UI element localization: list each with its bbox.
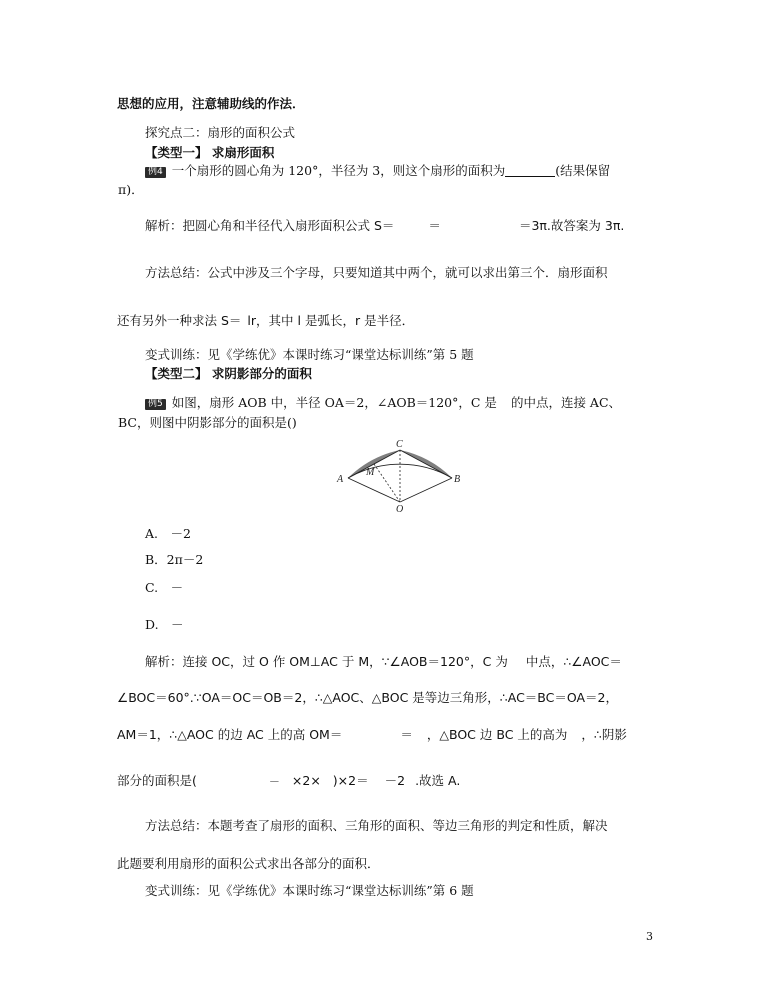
example4-solution-eq: ＝	[428, 218, 441, 233]
example5-question-text: 如图，扇形 AOB 中，半径 OA＝2，∠AOB＝120°，C 是	[171, 395, 497, 410]
solution-line4-b: －	[268, 775, 280, 788]
example5-solution-line4	[117, 773, 460, 790]
example5-method-line2: 此题要利用扇形的面积公式求出各部分的面积．	[117, 856, 380, 871]
label-M: M	[366, 467, 375, 478]
example5-badge: 例5	[145, 399, 166, 410]
example5-question	[145, 395, 621, 411]
label-C: C	[396, 439, 403, 450]
example4-method-line2	[117, 313, 414, 329]
solution-line1-tail: 中点，∴∠AOC＝	[525, 654, 622, 669]
example5-method: 方法总结：本题考查了扇形的面积、三角形的面积、等边三角形的判定和性质，解决	[145, 818, 608, 833]
segment-OA	[348, 478, 400, 502]
segment-BC	[400, 450, 452, 478]
example5-question-line2: BC，则图中阴影部分的面积是()	[118, 415, 297, 430]
part2-title: 探究点二：扇形的面积公式	[145, 125, 296, 140]
example4-question-tail: (结果保留	[555, 163, 611, 178]
example5-question-tail: 的中点，连接 AC、	[510, 395, 622, 410]
example5-solution-line2: ∠BOC＝60°.∵OA＝OC＝OB＝2，∴△AOC、△BOC 是等边三角形，∴AC＝BC＝OA＝2，	[117, 690, 619, 705]
label-A: A	[337, 474, 344, 485]
example4-question-line2: π)．	[118, 182, 144, 197]
page-number: 3	[646, 930, 653, 943]
type1-heading: 【类型一】 求扇形面积	[145, 145, 275, 160]
example4-solution-result: ＝3π.故答案为 3π.	[518, 218, 625, 233]
sector-figure	[335, 437, 465, 517]
label-B: B	[454, 474, 461, 485]
example5-solution-line3	[117, 727, 627, 743]
option-c: C. －	[145, 580, 184, 595]
example4-question-text: 一个扇形的圆心角为 120°，半径为 3，则这个扇形的面积为	[171, 163, 506, 178]
option-b: B．2π－2	[145, 552, 204, 567]
solution-line4-d: )×2＝	[332, 773, 369, 788]
example4-question	[145, 163, 610, 179]
example4-method-formula: 还有另外一种求法 S＝	[117, 313, 242, 328]
example5-solution-line1	[145, 654, 622, 670]
type2-practice: 变式训练：见《学练优》本课时练习“课堂达标训练”第 6 题	[145, 883, 474, 898]
solution-line4-f: .故选 A.	[415, 773, 461, 788]
type1-practice: 变式训练：见《学练优》本课时练习“课堂达标训练”第 5 题	[145, 347, 474, 362]
solution-line3-d: ，∴阴影	[581, 727, 627, 742]
example4-solution-text: 解析：把圆心角和半径代入扇形面积公式 S＝	[145, 218, 395, 233]
example4-method-tail: lr，其中 l 是弧长，r 是半径．	[247, 313, 415, 328]
intro-line: 思想的应用，注意辅助线的作法．	[117, 96, 305, 111]
solution-line1-text: 解析：连接 OC，过 O 作 OM⊥AC 于 M，∵∠AOB＝120°，C 为	[145, 654, 508, 669]
example4-badge: 例4	[145, 167, 166, 178]
answer-blank	[505, 165, 555, 177]
solution-line3-b: ＝	[400, 727, 413, 742]
solution-line3-a: AM＝1，∴△AOC 的边 AC 上的高 OM＝	[117, 727, 343, 742]
example4-solution	[145, 218, 624, 234]
solution-line4-a: 部分的面积是(	[117, 773, 197, 788]
solution-line4-e: －2	[384, 773, 406, 788]
option-a: A. －2	[145, 526, 191, 541]
option-d: D. －	[145, 617, 184, 632]
label-O: O	[396, 504, 404, 515]
type2-heading: 【类型二】 求阴影部分的面积	[145, 366, 312, 381]
segment-OB	[400, 478, 452, 502]
solution-line3-c: ，△BOC 边 BC 上的高为	[426, 727, 568, 742]
example4-method: 方法总结：公式中涉及三个字母，只要知道其中两个，就可以求出第三个．扇形面积	[145, 265, 608, 280]
solution-line4-c: ×2×	[291, 773, 321, 788]
